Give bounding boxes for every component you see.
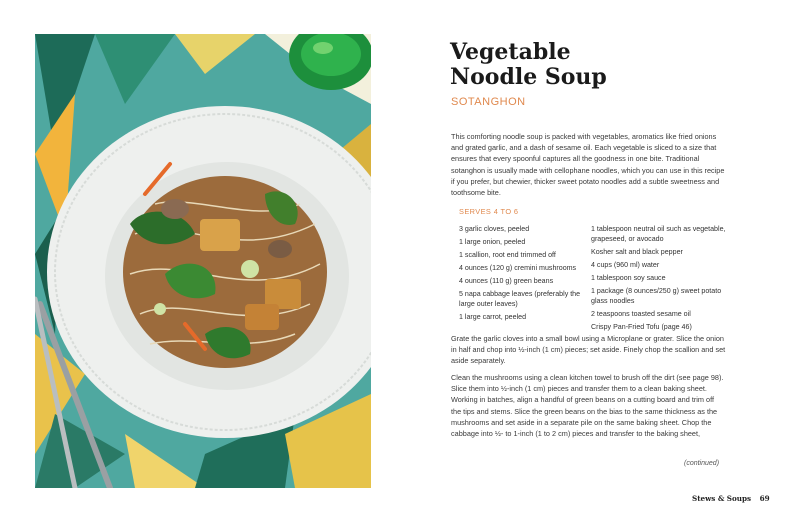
recipe-intro: This comforting noodle soup is packed with vegetables, aromatics like fried onions and grated garlic, and a dash of sesame oil. Each vegetable is sliced to a size that ensures that every spoonful captures all the goodness in one bite. Traditional sotanghon is usually made with cellophane noodles, which you can use in this recipe if you prefer, but chewier, thicker sweet potato noodles add a subtle sweetness and toothsome bite. xyxy=(451,132,725,198)
recipe-photo xyxy=(35,34,371,488)
ingredient-item: 3 garlic cloves, peeled xyxy=(459,225,530,233)
continued-note: (continued) xyxy=(684,460,720,467)
ingredient-item: 1 tablespoon neutral oil such as vegetable, grapeseed, or avocado xyxy=(591,225,726,243)
ingredient-item: 4 ounces (110 g) green beans xyxy=(459,277,554,286)
serves-label: SERVES 4 TO 6 xyxy=(459,207,519,216)
ingredient-item: 4 cups (960 ml) water xyxy=(591,260,660,269)
recipe-subtitle: SOTANGHON xyxy=(451,96,526,108)
ingredient-item: Kosher salt and black pepper xyxy=(591,247,683,256)
ingredient-item: 2 teaspoons toasted sesame oil xyxy=(591,309,691,318)
ingredients-left xyxy=(459,225,587,326)
ingredient-item: 1 tablespoon soy sauce xyxy=(591,273,666,282)
ingredient-item: 1 package (8 ounces/250 g) sweet potato glass noodles xyxy=(591,286,722,305)
ingredient-item: 1 large onion, peeled xyxy=(459,238,526,247)
method-step-2: Clean the mushrooms using a clean kitchen towel to brush off the dirt (see page 98). Slice them into ½-inch (1 cm) pieces and transfer them to a clean baking sheet. Working in batches, align a handful of green beans on a cutting board and trim off the tips and stems. Slice the green beans on the bias to the same thickness as the mushrooms and set aside in a separate pile on the same baking sheet. Chop the cabbage into ½- to 1-inch (1 to 2 cm) pieces and transfer to the baking sheet, xyxy=(451,373,724,439)
recipe-title: Vegetable Noodle Soup xyxy=(450,39,607,90)
ingredients-right xyxy=(591,225,726,336)
ingredient-item: 4 ounces (120 g) cremini mushrooms xyxy=(459,264,577,273)
soup-bowl-illustration xyxy=(35,34,371,488)
ingredient-item: 1 large carrot, peeled xyxy=(459,313,527,322)
section-name: Stews & Soups xyxy=(692,494,752,503)
method-step-1: Grate the garlic cloves into a small bowl using a Microplane or grater. Slice the onion in half and chop into ½-inch (1 cm) pieces; set aside. Finely chop the scallion and set aside separately. xyxy=(451,334,726,366)
ingredient-item: 5 napa cabbage leaves (preferably the large outer leaves) xyxy=(459,290,581,309)
page-number: 69 xyxy=(759,494,770,503)
page-footer xyxy=(692,494,770,503)
ingredient-item: 1 scallion, root end trimmed off xyxy=(459,251,556,260)
ingredient-item: Crispy Pan-Fried Tofu (page 46) xyxy=(591,322,692,331)
